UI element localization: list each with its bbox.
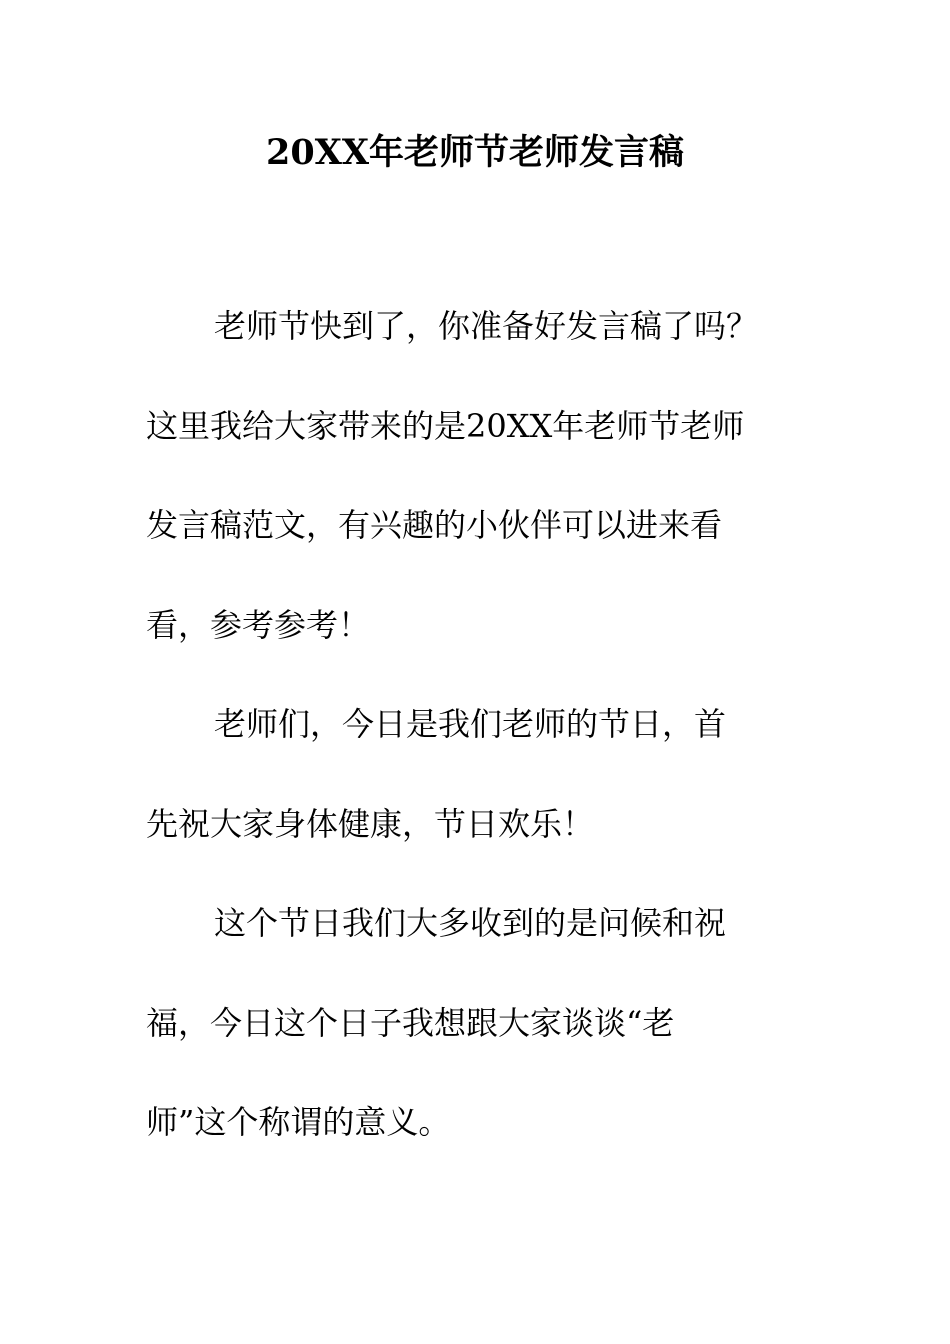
document-title: 20XX年老师节老师发言稿 xyxy=(265,132,685,173)
paragraph-3-line-2: 福，今日这个日子我想跟大家谈谈“老 xyxy=(146,1003,675,1042)
paragraph-1-line-1: 老师节快到了，你准备好发言稿了吗？ xyxy=(214,307,759,345)
paragraph-2-line-1: 老师们，今日是我们老师的节日，首 xyxy=(214,705,727,743)
paragraph-3-line-3: 师”这个称谓的意义。 xyxy=(146,1103,451,1141)
paragraph-3-line-1: 这个节日我们大多收到的是问候和祝 xyxy=(214,904,727,942)
paragraph-1-line-2: 这里我给大家带来的是20XX年老师节老师 xyxy=(146,406,745,445)
document-body xyxy=(146,300,796,1196)
paragraph-1-line-3: 发言稿范文，有兴趣的小伙伴可以进来看 xyxy=(146,506,723,544)
paragraph-1-line-4: 看，参考参考！ xyxy=(146,605,371,644)
paragraph-2-line-2: 先祝大家身体健康，节日欢乐！ xyxy=(146,804,595,843)
